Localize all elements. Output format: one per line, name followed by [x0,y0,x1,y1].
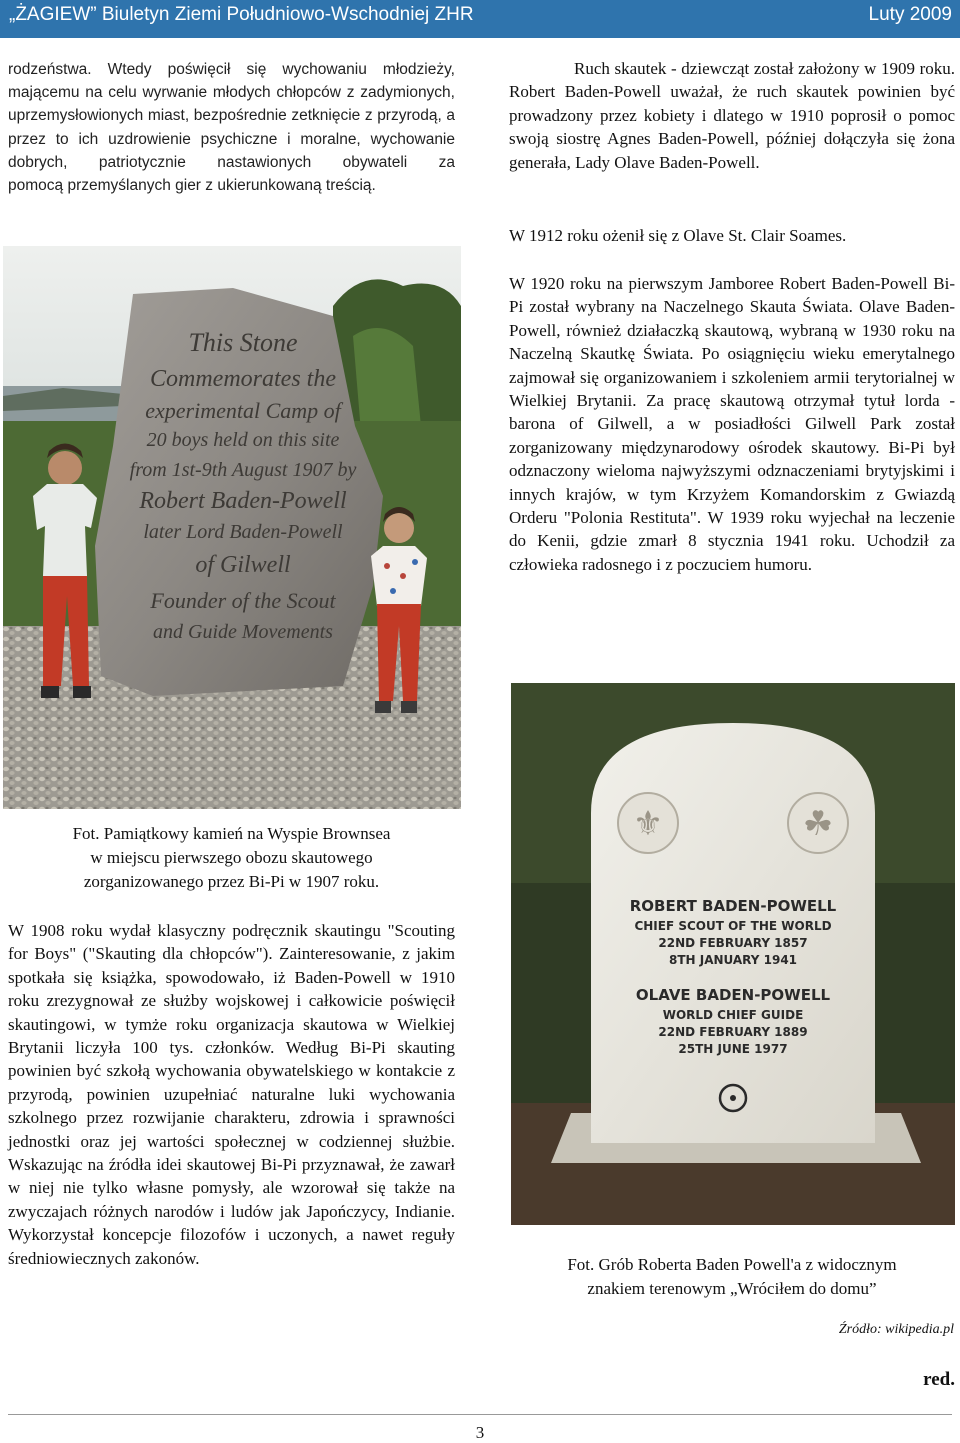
issue-date: Luty 2009 [868,4,952,25]
grave-inscription-line: 22ND FEBRUARY 1889 [658,1025,808,1039]
caption-line: w miejscu pierwszego obozu skautowego [90,848,373,867]
footer-divider [8,1414,952,1415]
scouting-for-boys-paragraph: W 1908 roku wydał klasyczny podręcznik skautingu "Scouting for Boys" ("Skauting dla chłopców"). Zainteresowanie, z jakim spotkała się książka, spowodowało, iż Baden-Powell w 1910 roku zrezygnował ze służby wojskowej i całkowicie poświęcił skautingowi, w tymże roku organizacja skautowa w Wielkiej Brytanii liczyła 100 tys. członków. Według Bi-Pi skauting powinien być szkołą wychowania obywatelskiego w kontakcie z przyrodą, powinien uzupełniać naturalne luki wychowania szkolnego przez rozwijanie charakteru, zdrowia i sprawności jednostki oraz jej wartości społecznej w codziennej służbie. Wskazując na źródła idei skautowej Bi-Pi przyznawał, że zawarł w niej nie tylko własne pomysły, ale wzorował się także na zwyczajach różnych narodów i ludów jak Japończycy, Indianie. Wykorzystał koncepcje filozofów i uczonych, a nawet reguły średniowiecznych zakonów. [8,921,455,1268]
caption-line: zorganizowanego przez Bi-Pi w 1907 roku. [83,872,380,891]
caption-line: Fot. Grób Roberta Baden Powell'a z widocznym [567,1255,897,1274]
grave-inscription-line: 22ND FEBRUARY 1857 [658,936,808,950]
bulletin-title: „ŻAGIEW” Biuletyn Ziemi Południowo-Wschodniej ZHR [9,4,474,25]
lead-paragraph [8,58,455,197]
trefoil-icon: ☘ [802,804,834,844]
girl-scouts-paragraph: Ruch skautek - dziewcząt został założony w 1909 roku. Robert Baden-Powell uważał, że ruch skautek powinien być prowadzony przez kobiety i dlatego w 1910 poprosił o pomoc swoją siostrę Agnes Baden-Powell, później dołączyła się żona generała, Lady Olave Baden-Powell. [509,59,955,172]
grave-inscription-line: 25TH JUNE 1977 [678,1042,788,1056]
grave-photo [511,683,955,1225]
grave-inscription-line: OLAVE BADEN-POWELL [635,986,831,1004]
grave-inscription-line: WORLD CHIEF GUIDE [662,1008,804,1022]
page-header [0,0,960,38]
caption-line: znakiem terenowym „Wróciłem do domu” [587,1279,877,1298]
stone-line: 20 boys held on this site [146,429,340,451]
page-number: 3 [475,1423,485,1442]
grave-photo-caption [509,1253,955,1301]
editorial-signature: red. [923,1369,955,1390]
caption-line: Fot. Pamiątkowy kamień na Wyspie Brownsea [72,824,391,843]
memorial-stone-photo [3,246,461,809]
stone-line: This Stone [188,328,298,357]
stone-line: from 1st-9th August 1907 by [129,459,357,481]
stone-photo-caption [8,822,455,894]
lead-last-line: pomocą przemyślanych gier z ukierunkowaną treścią. [8,177,376,195]
grave-image [511,683,955,1225]
grave-inscription-line: 8TH JANUARY 1941 [668,953,798,967]
stone-line: of Gilwell [195,552,291,578]
memorial-stone-image [3,246,461,809]
lead-text: rodzeństwa. Wtedy poświęcił się wychowaniu młodzieży, mającemu na celu wyrwanie młodych chłopców z zadymionych, uprzemysłowionych miast, bezpośrednie zetknięcie z przyrodą, a przez to ich uzdrowienie psychiczne i moralne, wychowanie dobrych, patriotycznie nastawionych obywateli za [8,61,455,171]
source-note: Źródło: wikipedia.pl [838,1322,954,1337]
stone-line: and Guide Movements [153,621,333,643]
stone-line: experimental Camp of [145,398,341,423]
grave-inscription-line: CHIEF SCOUT OF THE WORLD [634,919,832,933]
fleur-de-lis-emblem [618,793,678,853]
stone-line: Founder of the Scout [150,588,336,613]
stone-line: Commemorates the [150,366,336,392]
marriage-paragraph: W 1912 roku ożenił się z Olave St. Clair Soames. [509,226,847,245]
trefoil-emblem [788,793,848,853]
fleur-de-lis-icon: ⚜ [632,804,664,844]
stone-line: Robert Baden-Powell [139,488,347,514]
stone-line: later Lord Baden-Powell [143,521,343,543]
jamboree-paragraph: W 1920 roku na pierwszym Jamboree Robert Baden-Powell Bi-Pi został wybrany na Naczelnego Skauta Świata. Olave Baden-Powell, również działaczką skautową, wybraną w 1930 roku na Naczelną Skautkę Świata. Po osiągnięciu wieku emerytalnego zajmował się organizowaniem i szkoleniem armii terytorialnej w Wielkiej Brytanii. Za pracę skautową otrzymał tytuł lorda - barona of Gilwell, a w posiadłości Gilwell Park został zorganizowany międzynarodowy ośrodek skautowy. Bi-Pi był odznaczony wieloma najwyższymi odznaczeniami brytyjskimi i innych krajów, w tym Krzyżem Komandorskim z Gwiazdą Orderu "Polonia Restituta". W 1939 roku wyjechał na leczenie do Kenii, gdzie zmarł 8 stycznia 1941 roku. Uchodził za człowieka radosnego i z poczuciem humoru. [509,274,955,574]
grave-inscription-line: ROBERT BADEN-POWELL [629,897,837,915]
